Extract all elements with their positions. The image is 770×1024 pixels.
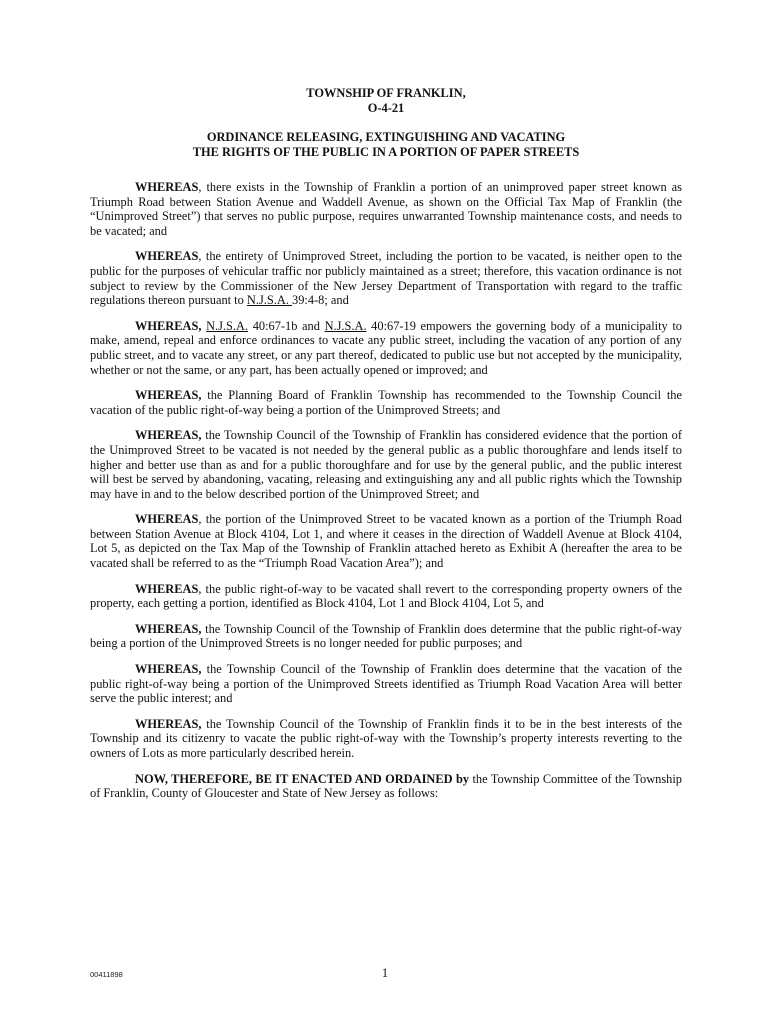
ordinance-title-line-2: THE RIGHTS OF THE PUBLIC IN A PORTION OF PAPER STREETS — [192, 145, 580, 159]
document-id: 00411898 — [90, 970, 123, 979]
document-page — [90, 86, 682, 812]
page-number: 1 — [381, 966, 389, 980]
paragraph-text: the Township Council of the Township of Franklin has considered evidence that the portion of the Unimproved Street to be vacated is not needed by the general public as a public thoroughfare and lends itself to higher and better use than as and for a public thoroughfare and for use by the general public, and the public interest will best be served by abandoning, vacating, releasing and extinguishing any and all public rights which the Township may have in and to the below described portion of the Unimproved Street; and — [90, 428, 682, 501]
statute-citation: N.J.S.A. — [206, 318, 249, 333]
whereas-lead: WHEREAS, — [135, 716, 202, 731]
paragraph-enactment — [90, 772, 682, 801]
paragraph-text: , the entirety of Unimproved Street, including the portion to be vacated, is neither open to the public for the purposes of vehicular traffic nor publicly maintained as a street; therefore, this vacation ordinance is not subject to review by the Commissioner of the New Jersey Department of Transportation with regard to the traffic regulations thereon pursuant to — [90, 249, 682, 308]
whereas-lead: WHEREAS — [135, 180, 199, 194]
paragraph-whereas-6 — [90, 512, 682, 570]
whereas-lead: WHEREAS, — [135, 621, 202, 636]
paragraph-whereas-9 — [90, 662, 682, 706]
paragraph-text: the Township Council of the Township of Franklin does determine that the vacation of the public right-of-way being a portion of the Unimproved Streets identified as Triumph Road Vacation Area will better serve the public interest; and — [90, 662, 682, 706]
whereas-lead: WHEREAS, — [135, 428, 202, 443]
paragraph-text: the Township Council of the Township of Franklin does determine that the public right-of-way being a portion of the Unimproved Streets is no longer needed for public purposes; and — [90, 621, 682, 651]
whereas-lead: WHEREAS, — [135, 388, 202, 403]
paragraph-whereas-5 — [90, 428, 682, 501]
paragraph-whereas-4 — [90, 388, 682, 417]
paragraph-text-tail: 39:4-8; and — [292, 293, 349, 308]
paragraph-text: , the portion of the Unimproved Street to be vacated known as a portion of the Triumph Road between Station Avenue at Block 4104, Lot 1, and where it ceases in the direction of Waddell Avenue at Block 4104, Lot 5, as depicted on the Tax Map of the Township of Franklin attached hereto as Exhibit A (hereafter the area to be vacated shall be referred to as the “Triumph Road Vacation Area”); and — [90, 512, 682, 571]
paragraph-whereas-10 — [90, 717, 682, 761]
paragraph-whereas-8 — [90, 622, 682, 651]
whereas-lead: WHEREAS, — [135, 318, 202, 333]
paragraph-whereas-2 — [90, 249, 682, 307]
paragraph-text: , the public right-of-way to be vacated shall revert to the corresponding property owners of the property, each getting a portion, identified as Block 4104, Lot 1 and Block 4104, Lot 5, and — [90, 581, 682, 611]
enactment-lead: NOW, THEREFORE, BE IT ENACTED AND ORDAINED by — [135, 771, 470, 786]
township-heading: TOWNSHIP OF FRANKLIN, — [306, 86, 466, 100]
paragraph-text: the Planning Board of Franklin Township has recommended to the Township Council the vacation of the public right-of-way being a portion of the Unimproved Streets; and — [90, 388, 682, 417]
statute-citation: N.J.S.A. — [246, 293, 293, 308]
whereas-lead: WHEREAS, — [135, 662, 202, 677]
paragraph-whereas-1 — [90, 180, 682, 238]
ordinance-number: O-4-21 — [367, 101, 405, 115]
ordinance-title-line-1: ORDINANCE RELEASING, EXTINGUISHING AND VACATING — [206, 130, 566, 144]
whereas-lead: WHEREAS — [135, 249, 199, 264]
whereas-lead: WHEREAS — [135, 512, 199, 527]
paragraph-text: the Township Council of the Township of Franklin finds it to be in the best interests of the Township and its citizenry to vacate the public right-of-way with the Township’s property interests reverting to the owners of Lots as more particularly described herein. — [90, 716, 682, 760]
paragraph-whereas-7 — [90, 582, 682, 611]
paragraph-whereas-3 — [90, 319, 682, 377]
whereas-lead: WHEREAS — [135, 581, 199, 596]
paragraph-text: 40:67-19 empowers the governing body of a municipality to make, amend, repeal and enforce ordinances to vacate any public street, including the vacation of any portion of any public street, and to vacate any street, or any part thereof, dedicated to public use but not accepted by the municipality, whether or not the same, or any part, has been actually opened or improved; and — [90, 318, 682, 377]
paragraph-text: the Township Committee of the Township of Franklin, County of Gloucester and State of New Jersey as follows: — [90, 771, 682, 801]
statute-citation: N.J.S.A. — [324, 318, 367, 333]
paragraph-text: , there exists in the Township of Franklin a portion of an unimproved paper street known as Triumph Road between Station Avenue and Waddell Avenue, as shown on the Official Tax Map of Franklin (the “Unimproved Street”) that serves no public purpose, requires unwarranted Township maintenance costs, and needs to be vacated; and — [90, 180, 682, 238]
paragraph-text-mid: 40:67-1b and — [248, 318, 325, 333]
